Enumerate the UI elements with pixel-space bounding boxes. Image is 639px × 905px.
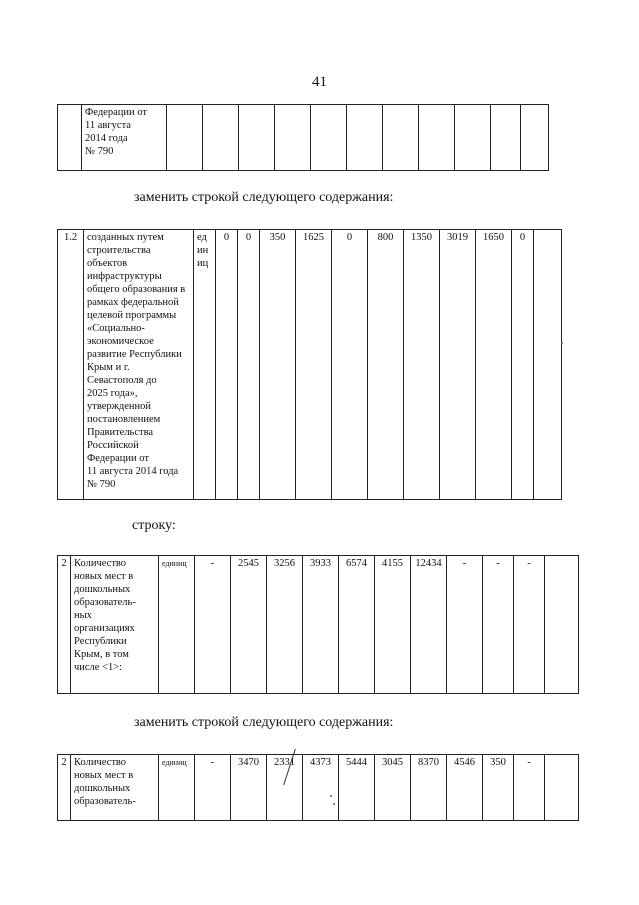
description-line: Федерации от — [87, 453, 149, 464]
value-cell: 4155 — [375, 556, 411, 694]
description-line: Количество — [74, 757, 127, 768]
value-cell: 4373 — [303, 755, 339, 821]
value-cell: 1650 — [476, 230, 512, 500]
description-line: Крым, в том — [74, 649, 129, 660]
value-cell: 6574 — [339, 556, 375, 694]
description-line: Российской — [87, 440, 139, 451]
description-line: рамках федеральной — [87, 297, 179, 308]
description-cell — [71, 556, 159, 694]
value-cell — [203, 105, 239, 171]
value-cell: 12434 — [411, 556, 447, 694]
description-line: целевой программы — [87, 310, 177, 321]
description-line: образователь- — [74, 796, 136, 807]
value-cell: - — [483, 556, 514, 694]
value-cell: 350 — [483, 755, 514, 821]
description-line: образователь- — [74, 597, 136, 608]
description-line: Севастополя до — [87, 375, 157, 386]
row-number-cell: 1.2 — [58, 230, 84, 500]
value-cell — [455, 105, 491, 171]
table-fragment-top — [57, 104, 549, 171]
value-cell — [347, 105, 383, 171]
description-line: экономическое — [87, 336, 154, 347]
description-line: Федерации от — [85, 107, 147, 118]
table-row — [58, 230, 562, 500]
value-cell — [545, 755, 579, 821]
description-line: Правительства — [87, 427, 154, 438]
page-number: 41 — [312, 74, 327, 90]
value-cell: - — [514, 556, 545, 694]
table-row-2-old — [57, 555, 579, 694]
unit-line: иц — [197, 258, 209, 269]
description-line: Крым и г. — [87, 362, 130, 373]
instruction-replace-1: заменить строкой следующего содержания: — [134, 190, 394, 205]
value-cell: 3933 — [303, 556, 339, 694]
value-cell — [419, 105, 455, 171]
value-cell: 350 — [260, 230, 296, 500]
description-line: объектов — [87, 258, 128, 269]
row-number-cell — [58, 105, 82, 171]
value-cell — [521, 105, 549, 171]
value-cell: 2545 — [231, 556, 267, 694]
description-line: новых мест в — [74, 770, 134, 781]
description-line: инфраструктуры — [87, 271, 162, 282]
value-cell — [239, 105, 275, 171]
value-cell: 3045 — [375, 755, 411, 821]
value-cell: 1625 — [296, 230, 332, 500]
row-number-cell: 2 — [58, 755, 71, 821]
description-line: развитие Республики — [87, 349, 182, 360]
table-row — [58, 105, 549, 171]
description-line: строительства — [87, 245, 151, 256]
description-line: организациях — [74, 623, 135, 634]
value-cell — [383, 105, 419, 171]
description-cell — [82, 105, 167, 171]
description-line: 2025 года», — [87, 388, 138, 399]
value-cell: - — [195, 755, 231, 821]
description-line: Республики — [74, 636, 127, 647]
value-cell: 4546 — [447, 755, 483, 821]
value-cell: 800 — [368, 230, 404, 500]
description-line: созданных путем — [87, 232, 164, 243]
scan-dot — [561, 342, 563, 344]
table-row — [58, 755, 579, 821]
description-line: № 790 — [87, 479, 116, 490]
description-line: 11 августа — [85, 120, 131, 131]
table-row-2-new — [57, 754, 579, 821]
instruction-replace-2: заменить строкой следующего содержания: — [134, 715, 394, 730]
description-cell — [84, 230, 194, 500]
description-line: числе <1>: — [74, 662, 123, 673]
value-cell — [534, 230, 562, 500]
instruction-row: строку: — [132, 518, 176, 533]
value-cell: 2331 — [267, 755, 303, 821]
description-line: 11 августа 2014 года — [87, 466, 179, 477]
description-line: Количество — [74, 558, 127, 569]
unit-cell — [194, 230, 216, 500]
value-cell — [311, 105, 347, 171]
description-line: ных — [74, 610, 92, 621]
scan-dot — [333, 803, 335, 805]
description-line: новых мест в — [74, 571, 134, 582]
value-cell — [545, 556, 579, 694]
value-cell — [491, 105, 521, 171]
value-cell: 0 — [512, 230, 534, 500]
description-line: постановлением — [87, 414, 161, 425]
unit-cell: единиц — [159, 755, 195, 821]
description-line: дошкольных — [74, 584, 131, 595]
unit-line: ед — [197, 232, 207, 243]
description-cell — [71, 755, 159, 821]
unit-cell: единиц — [159, 556, 195, 694]
value-cell: 0 — [238, 230, 260, 500]
value-cell: 3019 — [440, 230, 476, 500]
value-cell — [167, 105, 203, 171]
table-row-1-2 — [57, 229, 562, 500]
value-cell: 8370 — [411, 755, 447, 821]
value-cell: 5444 — [339, 755, 375, 821]
scan-dot — [330, 795, 332, 797]
table-row — [58, 556, 579, 694]
value-cell: 0 — [332, 230, 368, 500]
description-line: утвержденной — [87, 401, 152, 412]
description-line: дошкольных — [74, 783, 131, 794]
description-line: 2014 года — [85, 133, 128, 144]
value-cell: 0 — [216, 230, 238, 500]
value-cell: - — [514, 755, 545, 821]
value-cell: 1350 — [404, 230, 440, 500]
value-cell: 3470 — [231, 755, 267, 821]
description-line: общего образования в — [87, 284, 186, 295]
row-number-cell: 2 — [58, 556, 71, 694]
value-cell: 3256 — [267, 556, 303, 694]
value-cell: - — [447, 556, 483, 694]
description-line: № 790 — [85, 146, 114, 157]
unit-line: ин — [197, 245, 209, 256]
value-cell — [275, 105, 311, 171]
description-line: «Социально- — [87, 323, 145, 334]
value-cell: - — [195, 556, 231, 694]
